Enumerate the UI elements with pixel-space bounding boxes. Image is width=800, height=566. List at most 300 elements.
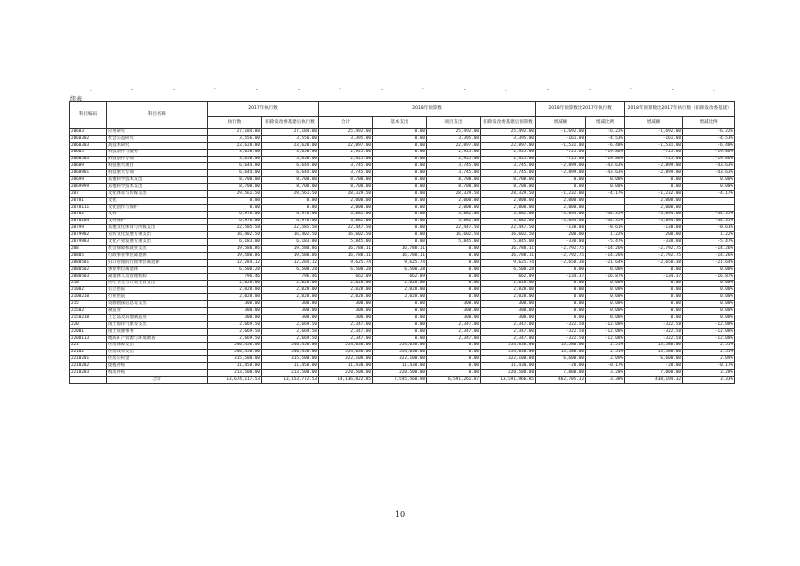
row-value: 0.00 bbox=[427, 349, 481, 356]
scan-mark: - bbox=[381, 86, 384, 93]
row-value: 213,500.00 bbox=[262, 370, 319, 377]
row-value: 13,580.00 bbox=[536, 342, 586, 349]
row-value: 300.00 bbox=[262, 315, 319, 322]
row-value: 5,845.00 bbox=[427, 239, 481, 246]
table-row bbox=[70, 349, 735, 356]
row-value: 0.00 bbox=[427, 342, 481, 349]
row-value: 0.00 bbox=[373, 191, 427, 198]
row-value: 0.00 bbox=[373, 225, 427, 232]
row-value: 3,556.00 bbox=[208, 135, 262, 142]
table-row bbox=[70, 342, 735, 349]
row-value: 0.00% bbox=[683, 184, 735, 191]
row-value: 0.00 bbox=[373, 149, 427, 156]
row-value: 2,028.00 bbox=[481, 294, 536, 301]
row-value bbox=[683, 197, 735, 204]
row-name: 其他科学技术支出 bbox=[107, 184, 208, 191]
total-value: 3.33% bbox=[683, 377, 735, 384]
row-value: 3,650.00 bbox=[262, 156, 319, 163]
row-value: 28,329.50 bbox=[427, 191, 481, 198]
table-row bbox=[70, 191, 735, 198]
row-value: 2,000.00 bbox=[536, 204, 586, 211]
scan-mark: . bbox=[713, 86, 715, 93]
row-value: 315,500.00 bbox=[262, 356, 319, 363]
row-value: 0.00% bbox=[586, 301, 625, 308]
scan-mark: - bbox=[298, 86, 301, 93]
scan-mark: - bbox=[464, 86, 467, 93]
row-value: 13,580.00 bbox=[625, 349, 683, 356]
row-name: 文化体育与传媒支出 bbox=[107, 191, 208, 198]
row-value: 6,183.00 bbox=[262, 239, 319, 246]
row-value: 22,097.00 bbox=[481, 142, 536, 149]
row-value: -14.26% bbox=[683, 246, 735, 253]
row-value: 16,788.11 bbox=[373, 253, 427, 260]
row-value: 2.09% bbox=[683, 356, 735, 363]
row-value: -14.26% bbox=[586, 246, 625, 253]
table-row bbox=[70, 370, 735, 377]
row-value: 2,000.00 bbox=[481, 197, 536, 204]
row-value: 2,028.00 bbox=[373, 280, 427, 287]
row-name: 其他科学技术支出 bbox=[107, 177, 208, 184]
scan-mark: · bbox=[630, 86, 632, 93]
row-name: 医疗卫生与计划生育支出 bbox=[107, 280, 208, 287]
row-value: 19,580.86 bbox=[208, 253, 262, 260]
row-value: 0.00 bbox=[427, 246, 481, 253]
table-row bbox=[70, 315, 735, 322]
row-value: 0.00% bbox=[586, 184, 625, 191]
row-value: 0.00% bbox=[586, 280, 625, 287]
row-code: 2210202 bbox=[70, 363, 107, 370]
row-code: 2070204 bbox=[70, 218, 107, 225]
row-value: 2,669.50 bbox=[262, 335, 319, 342]
row-value: 25,492.00 bbox=[427, 129, 481, 136]
row-value: -2,899.00 bbox=[536, 163, 586, 170]
row-value: -0.61% bbox=[683, 225, 735, 232]
row-code: 2060303 bbox=[70, 142, 107, 149]
row-value: -1,692.00 bbox=[536, 129, 586, 136]
row-value: -4.53% bbox=[683, 135, 735, 142]
row-value: 6,500.28 bbox=[373, 266, 427, 273]
row-value: -20.00 bbox=[625, 363, 683, 370]
row-name: 文化产业发展专项支出 bbox=[107, 239, 208, 246]
row-value: 2,000.00 bbox=[481, 204, 536, 211]
scan-mark: - bbox=[672, 86, 675, 93]
row-value: 3,395.00 bbox=[319, 135, 373, 142]
row-value: 6,976.00 bbox=[208, 211, 262, 218]
row-value: -43.63% bbox=[683, 163, 735, 170]
row-value: 662.09 bbox=[373, 273, 427, 280]
row-value: 2,028.00 bbox=[262, 280, 319, 287]
total-value: 438,194.32 bbox=[625, 377, 683, 384]
row-value: 16,788.11 bbox=[319, 253, 373, 260]
row-code: 2060302 bbox=[70, 135, 107, 142]
row-value: 0.00% bbox=[683, 287, 735, 294]
row-value: 2,028.00 bbox=[373, 294, 427, 301]
row-value: 220,500.00 bbox=[481, 370, 536, 377]
row-value: -6.48% bbox=[683, 142, 735, 149]
header-ratio-adjusted: 增减比例 bbox=[683, 117, 735, 129]
row-value: 0.00 bbox=[625, 308, 683, 315]
row-value: 0.00 bbox=[536, 287, 586, 294]
row-value: 2,028.00 bbox=[373, 287, 427, 294]
row-value: 2,347.00 bbox=[481, 335, 536, 342]
row-value: 3,745.00 bbox=[319, 163, 373, 170]
row-value: 0.00 bbox=[373, 301, 427, 308]
row-value: -322.50 bbox=[625, 321, 683, 328]
row-code: 20605 bbox=[70, 149, 107, 156]
row-code: 2079902 bbox=[70, 232, 107, 239]
row-value: -21.64% bbox=[586, 259, 625, 266]
row-code: 20609 bbox=[70, 163, 107, 170]
row-value: 3,745.00 bbox=[427, 170, 481, 177]
header-diff-adjusted: 增减额 bbox=[625, 117, 683, 129]
row-value: 22,585.50 bbox=[262, 225, 319, 232]
row-code: 20702 bbox=[70, 211, 107, 218]
row-value: 0.00 bbox=[536, 308, 586, 315]
row-code: 22001 bbox=[70, 328, 107, 335]
row-value: 19,580.86 bbox=[208, 246, 262, 253]
row-value: 0.00 bbox=[536, 184, 586, 191]
scan-mark: - bbox=[131, 86, 134, 93]
table-row bbox=[70, 197, 735, 204]
row-value: 3,745.00 bbox=[319, 170, 373, 177]
row-name: 文化创作与保护 bbox=[107, 204, 208, 211]
row-value: 0.00% bbox=[683, 294, 735, 301]
row-value: 13,580.00 bbox=[625, 342, 683, 349]
total-value: 13,153,772.53 bbox=[262, 377, 319, 384]
row-value: -322.50 bbox=[536, 321, 586, 328]
row-value: -134.37 bbox=[625, 273, 683, 280]
row-value: -3,094.00 bbox=[625, 211, 683, 218]
row-value: 0.00 bbox=[427, 266, 481, 273]
row-name: 住房公积金 bbox=[107, 356, 208, 363]
row-value: -14.26% bbox=[586, 253, 625, 260]
header-budget-excl: 扣除发改委基建后预算数 bbox=[481, 117, 536, 129]
row-value: -725.00 bbox=[625, 149, 683, 156]
total-value: 7,545,560.98 bbox=[373, 377, 427, 384]
row-value: 0.00 bbox=[373, 163, 427, 170]
row-name: 文物保护 bbox=[107, 218, 208, 225]
row-value: 13,580.00 bbox=[536, 349, 586, 356]
row-code: 20603 bbox=[70, 129, 107, 136]
row-value: 0.00 bbox=[427, 280, 481, 287]
row-value: 554,030.00 bbox=[373, 349, 427, 356]
row-value: 0.00% bbox=[683, 301, 735, 308]
row-value: 796.46 bbox=[208, 273, 262, 280]
row-value: 0.00 bbox=[427, 253, 481, 260]
row-value: -12.08% bbox=[586, 335, 625, 342]
row-value: 0.00 bbox=[536, 280, 586, 287]
row-value: 0.00% bbox=[586, 287, 625, 294]
scan-mark: · bbox=[422, 86, 424, 93]
row-value: 12,284.12 bbox=[208, 259, 262, 266]
row-value: -3,094.00 bbox=[625, 218, 683, 225]
row-value: 220,500.00 bbox=[373, 370, 427, 377]
row-value: 2,669.50 bbox=[262, 328, 319, 335]
row-value: 0.00 bbox=[427, 356, 481, 363]
header-group-compare-exec: 2018年预算数比2017年执行数 bbox=[536, 102, 625, 117]
row-value: 0.00 bbox=[427, 294, 481, 301]
row-value: 6,644.00 bbox=[262, 170, 319, 177]
total-value: 13,674,117.53 bbox=[208, 377, 262, 384]
row-value: -43.63% bbox=[586, 163, 625, 170]
row-value: 200.00 bbox=[625, 232, 683, 239]
row-name: 住房改革支出 bbox=[107, 349, 208, 356]
table-row bbox=[70, 156, 735, 163]
row-value: 11,450.00 bbox=[208, 363, 262, 370]
row-value: 2,347.00 bbox=[319, 321, 373, 328]
table-row bbox=[70, 301, 735, 308]
row-value: 22,097.00 bbox=[319, 142, 373, 149]
row-value: 2,347.00 bbox=[427, 335, 481, 342]
row-name: 应用研究 bbox=[107, 129, 208, 136]
row-value: 2,028.00 bbox=[319, 287, 373, 294]
row-value: -4.17% bbox=[586, 191, 625, 198]
row-value: 3,395.00 bbox=[481, 135, 536, 142]
row-value: 0.00 bbox=[373, 211, 427, 218]
table-row bbox=[70, 225, 735, 232]
row-code: 20701 bbox=[70, 197, 107, 204]
row-value: 3.28% bbox=[586, 370, 625, 377]
row-value: 6,183.00 bbox=[208, 239, 262, 246]
row-value: -2,658.38 bbox=[625, 259, 683, 266]
row-value: 6,500.28 bbox=[262, 266, 319, 273]
row-value: 554,030.00 bbox=[319, 342, 373, 349]
row-value: -1,531.00 bbox=[536, 142, 586, 149]
row-code: 215 bbox=[70, 301, 107, 308]
row-value: 11,450.00 bbox=[262, 363, 319, 370]
row-value: 16,788.11 bbox=[373, 246, 427, 253]
row-value: 11,430.00 bbox=[373, 363, 427, 370]
row-value: 6,500.28 bbox=[481, 266, 536, 273]
row-value: 0.00% bbox=[683, 280, 735, 287]
row-value: 9,625.74 bbox=[481, 259, 536, 266]
row-value: -161.00 bbox=[536, 135, 586, 142]
row-value: 8,700.00 bbox=[208, 177, 262, 184]
page-number: 10 bbox=[394, 510, 406, 519]
total-value: 3.38% bbox=[586, 377, 625, 384]
row-value: -16.87% bbox=[586, 273, 625, 280]
scan-mark: . bbox=[90, 86, 92, 93]
row-value: 554,030.00 bbox=[373, 342, 427, 349]
row-value: 0.00% bbox=[586, 294, 625, 301]
row-value: 2.51% bbox=[586, 349, 625, 356]
row-value: 0.00 bbox=[373, 170, 427, 177]
row-value: 8,700.00 bbox=[262, 184, 319, 191]
row-value: 0.00 bbox=[373, 177, 427, 184]
row-value: 27,184.00 bbox=[208, 129, 262, 136]
row-value: 796.46 bbox=[262, 273, 319, 280]
row-name: 国土海洋气象等支出 bbox=[107, 321, 208, 328]
row-value bbox=[683, 204, 735, 211]
row-value: 0.00 bbox=[625, 280, 683, 287]
row-value: 22,097.00 bbox=[427, 142, 481, 149]
row-value bbox=[586, 204, 625, 211]
row-value: 0.00 bbox=[373, 184, 427, 191]
row-value: 2,000.00 bbox=[319, 197, 373, 204]
row-value: 0.00 bbox=[536, 266, 586, 273]
row-value: 1.22% bbox=[683, 232, 735, 239]
row-value: 23,628.00 bbox=[262, 142, 319, 149]
row-value: 0.00 bbox=[208, 197, 262, 204]
row-value: -322.50 bbox=[625, 328, 683, 335]
row-value: -16.87% bbox=[683, 273, 735, 280]
row-value: -338.00 bbox=[625, 239, 683, 246]
row-code: 2080501 bbox=[70, 259, 107, 266]
row-value: 1.22% bbox=[586, 232, 625, 239]
row-value: 0.00 bbox=[373, 321, 427, 328]
row-name: 宣传文化发展专项支出 bbox=[107, 232, 208, 239]
row-value: 0.00 bbox=[625, 177, 683, 184]
row-value: 0.00 bbox=[262, 197, 319, 204]
row-value: -6.48% bbox=[586, 142, 625, 149]
header-code: 科目编码 bbox=[70, 102, 107, 129]
row-value: 2.51% bbox=[683, 349, 735, 356]
row-value: 16,788.11 bbox=[481, 253, 536, 260]
row-value: -5.47% bbox=[586, 239, 625, 246]
row-value: -44.35% bbox=[683, 218, 735, 225]
row-value: 200.00 bbox=[536, 232, 586, 239]
row-code: 2070111 bbox=[70, 204, 107, 211]
row-value: 300.00 bbox=[319, 308, 373, 315]
row-value: 11,430.00 bbox=[481, 363, 536, 370]
row-name: 科技条件与服务 bbox=[107, 149, 208, 156]
row-value: -1,232.00 bbox=[536, 191, 586, 198]
row-value: 2,347.00 bbox=[319, 335, 373, 342]
header-group-2017: 2017年执行数 bbox=[208, 102, 319, 117]
row-value: 2,028.00 bbox=[319, 294, 373, 301]
row-value bbox=[586, 197, 625, 204]
header-project: 项目支出 bbox=[427, 117, 481, 129]
row-value: 0.00 bbox=[625, 301, 683, 308]
row-value: 12,284.12 bbox=[262, 259, 319, 266]
row-value: 0.00% bbox=[586, 308, 625, 315]
row-value: 6,976.00 bbox=[208, 218, 262, 225]
row-value: 3.28% bbox=[683, 370, 735, 377]
row-value: 3,882.00 bbox=[481, 218, 536, 225]
row-value: 6,644.00 bbox=[208, 163, 262, 170]
header-row-1 bbox=[70, 102, 735, 117]
row-value: 662.09 bbox=[319, 273, 373, 280]
row-value: 554,030.00 bbox=[319, 349, 373, 356]
row-name: 资源勘探信息等支出 bbox=[107, 301, 208, 308]
row-value: 540,450.00 bbox=[208, 342, 262, 349]
row-value: 0.00 bbox=[262, 204, 319, 211]
row-value: -2,899.00 bbox=[625, 163, 683, 170]
row-value: -12.08% bbox=[683, 321, 735, 328]
table-row bbox=[70, 328, 735, 335]
row-value: -4.17% bbox=[683, 191, 735, 198]
row-code: 2200113 bbox=[70, 335, 107, 342]
row-value: 0.00 bbox=[536, 177, 586, 184]
row-code: 20699 bbox=[70, 177, 107, 184]
table-row bbox=[70, 246, 735, 253]
row-value: 3,650.00 bbox=[262, 149, 319, 156]
row-code: 2100210 bbox=[70, 294, 107, 301]
row-value: 0.00% bbox=[683, 177, 735, 184]
row-value: 540,450.00 bbox=[262, 342, 319, 349]
row-value: 6,976.00 bbox=[262, 218, 319, 225]
row-value: 8,700.00 bbox=[481, 177, 536, 184]
row-value: -44.35% bbox=[586, 211, 625, 218]
row-value: 0.00% bbox=[683, 315, 735, 322]
row-value: 8,700.00 bbox=[262, 177, 319, 184]
row-value: -43.63% bbox=[586, 170, 625, 177]
row-code: 2080502 bbox=[70, 266, 107, 273]
row-value: 16,602.50 bbox=[319, 232, 373, 239]
row-value: 0.00 bbox=[208, 204, 262, 211]
scan-mark: - bbox=[589, 86, 592, 93]
row-value: -0.17% bbox=[683, 363, 735, 370]
table-row bbox=[70, 163, 735, 170]
row-value: 3,556.00 bbox=[262, 135, 319, 142]
row-value: -12.08% bbox=[683, 335, 735, 342]
row-value: 2,669.50 bbox=[208, 335, 262, 342]
row-value: 3,650.00 bbox=[208, 156, 262, 163]
row-value: 2,347.00 bbox=[319, 328, 373, 335]
row-value: 2,000.00 bbox=[625, 197, 683, 204]
row-value: -1,692.00 bbox=[625, 129, 683, 136]
row-value: 8,700.00 bbox=[481, 184, 536, 191]
row-value: 0.00 bbox=[373, 197, 427, 204]
total-value: 13,591,966.85 bbox=[481, 377, 536, 384]
row-value: -2,792.75 bbox=[536, 246, 586, 253]
row-code: 208 bbox=[70, 246, 107, 253]
row-value: 6,500.28 bbox=[208, 266, 262, 273]
row-value: -338.00 bbox=[536, 239, 586, 246]
row-value: -1,232.00 bbox=[625, 191, 683, 198]
row-value: -2,899.00 bbox=[625, 170, 683, 177]
row-value: 300.00 bbox=[262, 301, 319, 308]
table-row bbox=[70, 142, 735, 149]
table-row bbox=[70, 170, 735, 177]
row-value: -14.26% bbox=[683, 253, 735, 260]
scan-mark: · bbox=[214, 86, 216, 93]
row-value: -138.00 bbox=[625, 225, 683, 232]
table-row bbox=[70, 253, 735, 260]
row-name: 归口管理的行政单位离退休 bbox=[107, 259, 208, 266]
row-value: 2,347.00 bbox=[427, 328, 481, 335]
row-value: 0.00 bbox=[427, 370, 481, 377]
row-value: 0.00 bbox=[536, 294, 586, 301]
row-value: -2,792.75 bbox=[625, 253, 683, 260]
row-code: 2150210 bbox=[70, 315, 107, 322]
row-value: 0.00 bbox=[427, 259, 481, 266]
row-value: -12.08% bbox=[586, 328, 625, 335]
row-name: 文物 bbox=[107, 211, 208, 218]
row-value: 2,028.00 bbox=[208, 294, 262, 301]
row-value: 28,329.50 bbox=[319, 191, 373, 198]
row-code: 210 bbox=[70, 280, 107, 287]
row-value: 8,700.00 bbox=[427, 184, 481, 191]
row-value: -12.08% bbox=[683, 328, 735, 335]
table-row bbox=[70, 218, 735, 225]
row-name: 制造业 bbox=[107, 308, 208, 315]
row-value: -19.86% bbox=[586, 156, 625, 163]
row-value: 540,450.00 bbox=[208, 349, 262, 356]
row-value: 0.00 bbox=[625, 294, 683, 301]
row-value: 300.00 bbox=[262, 308, 319, 315]
row-name: 其他文化体育与传媒支出 bbox=[107, 225, 208, 232]
row-code: 2060901 bbox=[70, 170, 107, 177]
row-value: 3,745.00 bbox=[481, 163, 536, 170]
row-code: 22102 bbox=[70, 349, 107, 356]
row-code: 2060503 bbox=[70, 156, 107, 163]
row-value: -44.35% bbox=[683, 211, 735, 218]
row-value: 300.00 bbox=[481, 315, 536, 322]
row-value: -5.47% bbox=[683, 239, 735, 246]
row-value: 22,447.50 bbox=[427, 225, 481, 232]
row-value: 2,028.00 bbox=[481, 287, 536, 294]
